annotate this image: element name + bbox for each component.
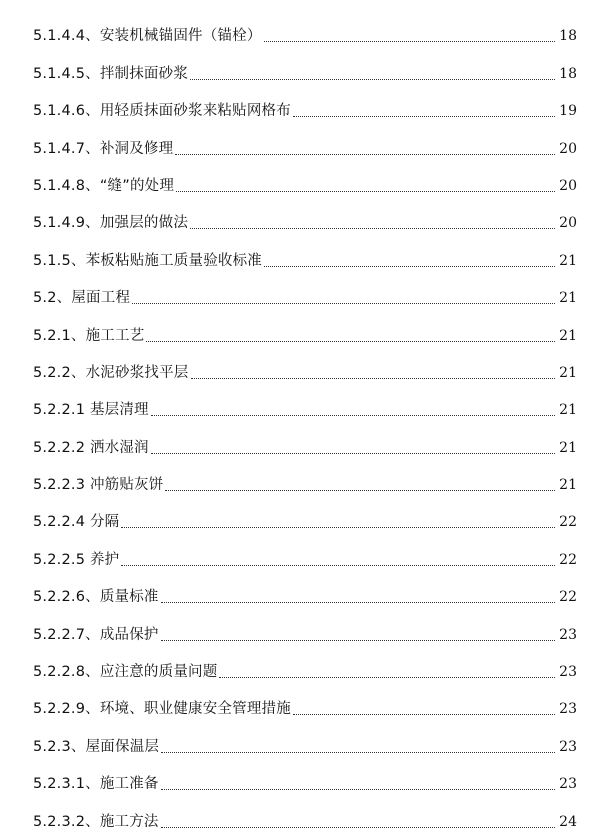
toc-entry[interactable] [33, 794, 577, 831]
toc-entry-title: 5.2.2.2 洒水湿润 [33, 439, 149, 456]
toc-page-number: 21 [559, 364, 577, 381]
toc-page-number: 21 [559, 402, 577, 419]
toc-entry[interactable] [33, 159, 577, 196]
toc-entry[interactable] [33, 84, 577, 121]
toc-entry[interactable] [33, 458, 577, 495]
toc-page-number: 20 [559, 215, 577, 232]
toc-entry[interactable] [33, 607, 577, 644]
toc-entry[interactable] [33, 757, 577, 794]
toc-entry-title: 5.2.3.2、施工方法 [33, 813, 159, 830]
toc-entry[interactable] [33, 271, 577, 308]
toc-page-number: 22 [559, 551, 577, 568]
toc-dot-leader [293, 714, 555, 715]
toc-dot-leader [132, 303, 555, 304]
toc-entry-title: 5.1.4.9、加强层的做法 [33, 215, 189, 232]
toc-page-number: 21 [559, 252, 577, 269]
toc-entry-title: 5.2.3.1、施工准备 [33, 776, 159, 793]
toc-page-number: 23 [559, 701, 577, 718]
toc-page-number: 23 [559, 776, 577, 793]
toc-dot-leader [176, 191, 555, 192]
toc-entry-title: 5.1.5、苯板粘贴施工质量验收标准 [33, 252, 262, 269]
toc-dot-leader [161, 640, 555, 641]
toc-page-number: 18 [559, 65, 577, 82]
toc-page-number: 20 [559, 177, 577, 194]
toc-entry[interactable] [33, 121, 577, 158]
toc-entry[interactable] [33, 346, 577, 383]
toc-dot-leader [121, 565, 555, 566]
toc-dot-leader [190, 79, 555, 80]
toc-entry[interactable] [33, 308, 577, 345]
toc-dot-leader [264, 41, 555, 42]
toc-dot-leader [161, 602, 555, 603]
toc-page-number: 22 [559, 589, 577, 606]
toc-entry-title: 5.2.2.7、成品保护 [33, 626, 159, 643]
toc-dot-leader [121, 527, 555, 528]
toc-entry[interactable] [33, 46, 577, 83]
toc-page-number: 24 [559, 813, 577, 830]
toc-entry-title: 5.2.1、施工工艺 [33, 327, 145, 344]
toc-dot-leader [190, 228, 555, 229]
toc-entry-title: 5.1.4.8、“缝”的处理 [33, 177, 175, 194]
toc-dot-leader [161, 752, 555, 753]
toc-dot-leader [175, 154, 555, 155]
toc-page-number: 22 [559, 514, 577, 531]
toc-entry[interactable] [33, 383, 577, 420]
toc-dot-leader [151, 415, 555, 416]
toc-dot-leader [151, 453, 555, 454]
toc-entry-title: 5.1.4.4、安装机械锚固件（锚栓） [33, 28, 262, 45]
toc-page-number: 21 [559, 327, 577, 344]
toc-page-number: 21 [559, 477, 577, 494]
toc-dot-leader [219, 677, 555, 678]
toc-entry[interactable] [33, 532, 577, 569]
toc-entry[interactable] [33, 9, 577, 46]
toc-entry[interactable] [33, 495, 577, 532]
toc-dot-leader [293, 116, 555, 117]
table-of-contents [33, 9, 577, 832]
toc-dot-leader [165, 490, 555, 491]
toc-entry-title: 5.2.2.9、环境、职业健康安全管理措施 [33, 701, 291, 718]
toc-entry[interactable] [33, 233, 577, 270]
toc-entry[interactable] [33, 719, 577, 756]
toc-dot-leader [161, 827, 555, 828]
toc-entry-title: 5.1.4.6、用轻质抹面砂浆来粘贴网格布 [33, 103, 291, 120]
toc-page-number: 21 [559, 290, 577, 307]
toc-page-number: 23 [559, 738, 577, 755]
toc-entry-title: 5.2.2.8、应注意的质量问题 [33, 664, 218, 681]
toc-entry-title: 5.2.2.1 基层清理 [33, 402, 149, 419]
toc-dot-leader [264, 266, 555, 267]
toc-entry-title: 5.2.2.6、质量标准 [33, 589, 159, 606]
toc-entry-title: 5.1.4.7、补洞及修理 [33, 140, 174, 157]
toc-entry[interactable] [33, 645, 577, 682]
toc-page-number: 19 [559, 103, 577, 120]
toc-entry-title: 5.2.2.3 冲筋贴灰饼 [33, 477, 164, 494]
toc-entry-title: 5.1.4.5、拌制抹面砂浆 [33, 65, 189, 82]
toc-entry[interactable] [33, 196, 577, 233]
toc-entry-title: 5.2.3、屋面保温层 [33, 738, 160, 755]
toc-dot-leader [146, 341, 555, 342]
toc-entry[interactable] [33, 682, 577, 719]
toc-page-number: 18 [559, 28, 577, 45]
toc-entry-title: 5.2.2.5 养护 [33, 551, 120, 568]
toc-dot-leader [161, 789, 555, 790]
toc-dot-leader [191, 378, 556, 379]
toc-entry[interactable] [33, 420, 577, 457]
toc-page-number: 23 [559, 664, 577, 681]
toc-entry[interactable] [33, 570, 577, 607]
toc-page-number: 20 [559, 140, 577, 157]
toc-page-number: 23 [559, 626, 577, 643]
toc-entry-title: 5.2.2.4 分隔 [33, 514, 120, 531]
toc-entry-title: 5.2、屋面工程 [33, 290, 131, 307]
toc-entry-title: 5.2.2、水泥砂浆找平层 [33, 364, 189, 381]
toc-page-number: 21 [559, 439, 577, 456]
